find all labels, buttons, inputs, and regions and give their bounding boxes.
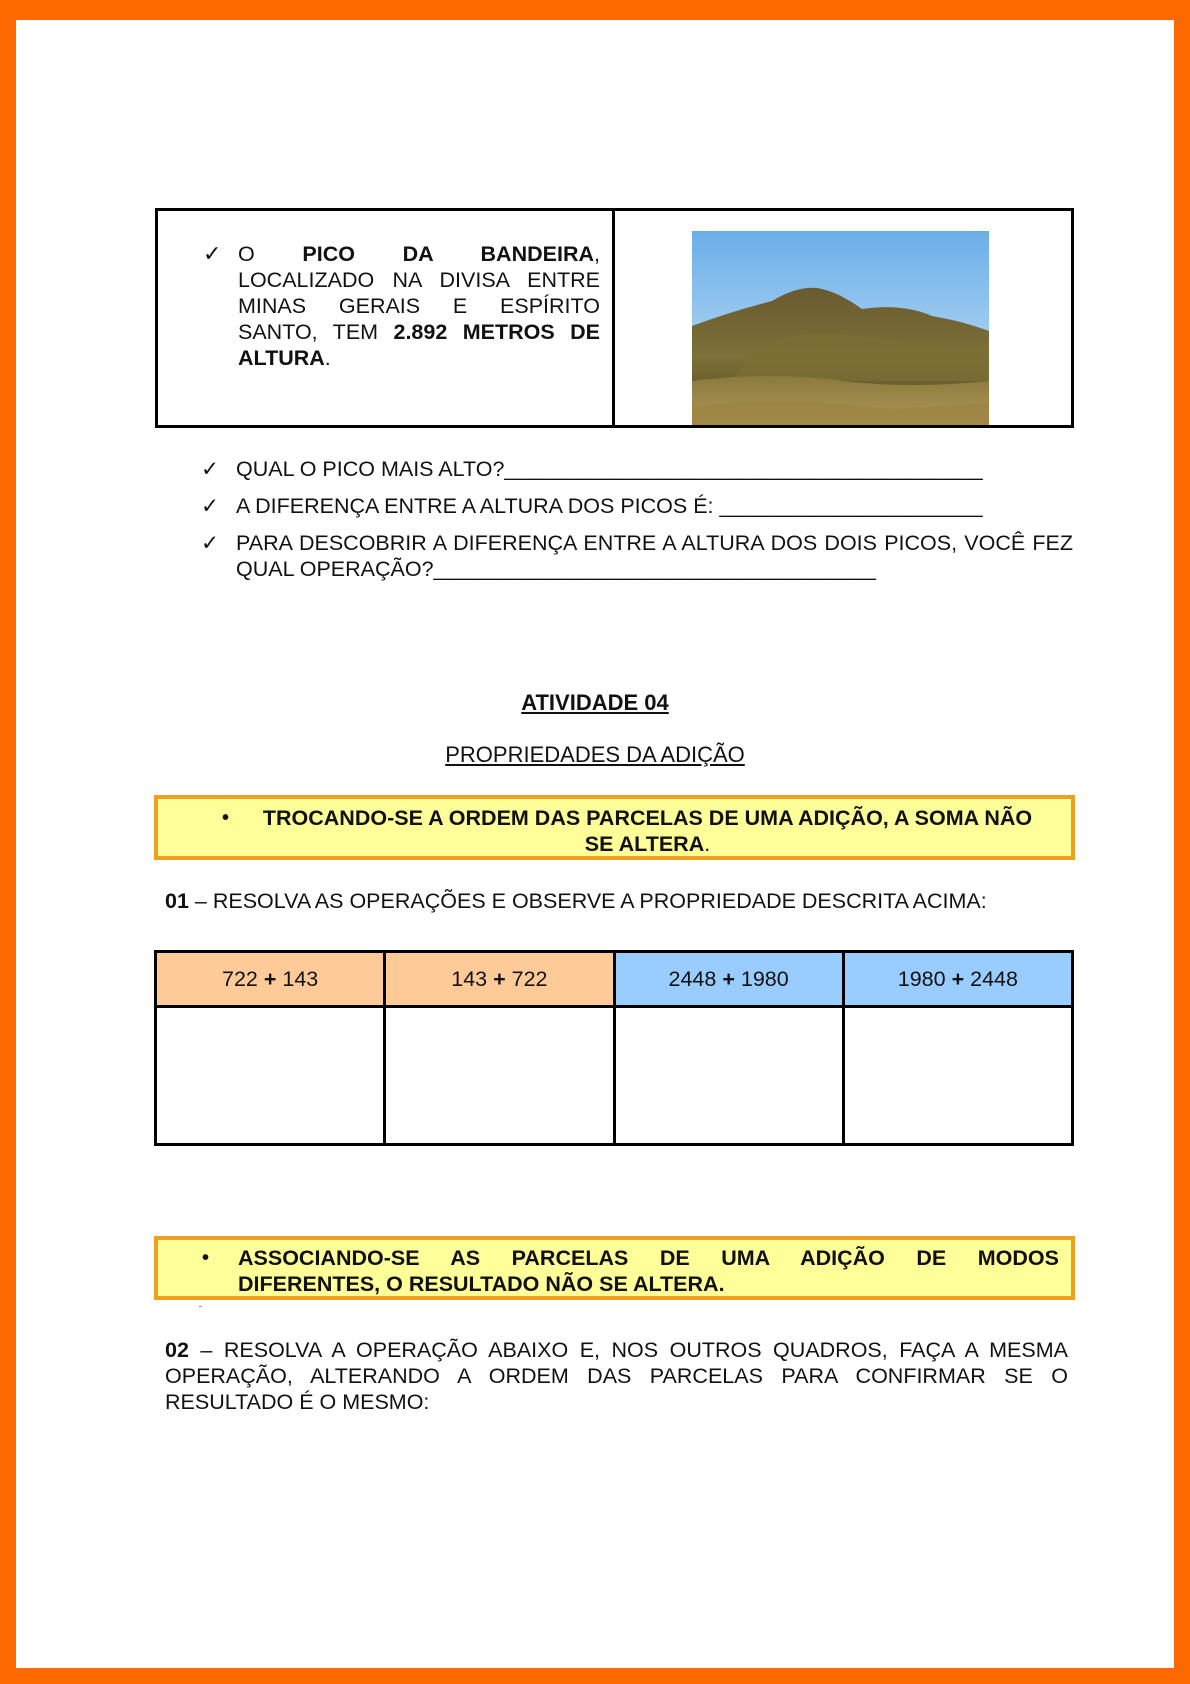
operation-header: 143 + 722 — [385, 952, 614, 1007]
section-subtitle: PROPRIEDADES DA ADIÇÃO — [445, 742, 745, 767]
mountain-photo — [692, 231, 989, 425]
answer-cell[interactable] — [385, 1007, 614, 1145]
activity-title: ATIVIDADE 04 — [521, 690, 669, 715]
bullet-icon: • — [222, 807, 230, 829]
operation-header: 1980 + 2448 — [843, 952, 1072, 1007]
answer-cell[interactable] — [156, 1007, 385, 1145]
question-item: ✓ A DIFERENÇA ENTRE A ALTURA DOS PICOS É: ______________________ — [201, 494, 983, 518]
exercise-02-instructions: 02 – RESOLVA A OPERAÇÃO ABAIXO E, NOS OUTROS QUADROS, FAÇA A MESMA OPERAÇÃO, ALTERANDO A ORDEM DAS PARCELAS PARA CONFIRMAR SE O RESULTADO É O MESMO: — [165, 1338, 1068, 1414]
operations-table — [154, 950, 1074, 1146]
operation-header: 2448 + 1980 — [614, 952, 843, 1007]
checkmark-icon: ✓ — [201, 531, 220, 555]
question-item: ✓ PARA DESCOBRIR A DIFERENÇA ENTRE A ALTURA DOS DOIS PICOS, VOCÊ FEZ QUAL OPERAÇÃO?_____________________________________ — [201, 531, 1079, 581]
question-item: ✓ QUAL O PICO MAIS ALTO?________________________________________ — [201, 457, 983, 481]
pico-text-cell — [158, 211, 615, 425]
pico-description: O PICO DA BANDEIRA, LOCALIZADO NA DIVISA ENTRE MINAS GERAIS E ESPÍRITO SANTO, TEM 2.892 METROS DE ALTURA. — [238, 242, 600, 370]
answer-cell[interactable] — [843, 1007, 1072, 1145]
checkmark-icon: ✓ — [201, 494, 220, 518]
question-list — [201, 456, 1079, 593]
pico-image-cell — [615, 211, 1071, 425]
stray-mark: ˆ — [199, 1305, 202, 1314]
checkmark-icon: ✓ — [203, 241, 222, 266]
pico-info-table — [155, 208, 1074, 428]
checkmark-icon: ✓ — [201, 457, 220, 481]
property-box-commutative: • TROCANDO-SE A ORDEM DAS PARCELAS DE UMA ADIÇÃO, A SOMA NÃO SE ALTERA. — [154, 795, 1075, 860]
property-box-associative: • ASSOCIANDO-SE AS PARCELAS DE UMA ADIÇÃO DE MODOS DIFERENTES, O RESULTADO NÃO SE ALTERA. — [154, 1236, 1075, 1300]
operation-header: 722 + 143 — [156, 952, 385, 1007]
bullet-icon: • — [202, 1247, 210, 1269]
answer-cell[interactable] — [614, 1007, 843, 1145]
exercise-01-instructions: 01 – RESOLVA AS OPERAÇÕES E OBSERVE A PROPRIEDADE DESCRITA ACIMA: — [165, 889, 987, 913]
